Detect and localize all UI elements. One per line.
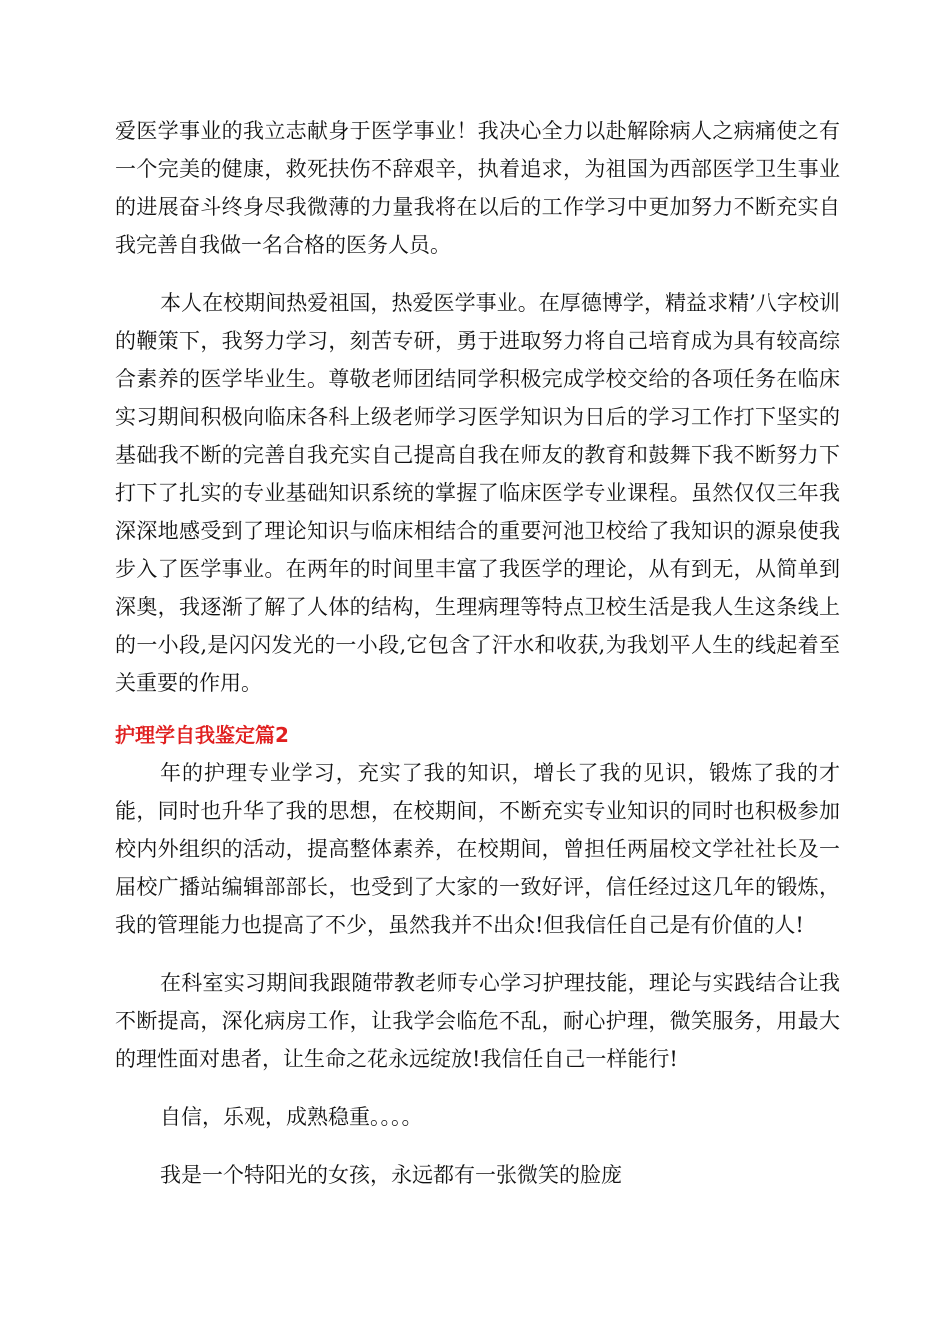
paragraph-5: 自信，乐观，成熟稳重。。。。 xyxy=(160,1105,423,1129)
paragraph-2: 本人在校期间热爱祖国，热爱医学事业。在厚德博学，精益求精’八字校训的鞭策下，我努力学习，刻苦专研，勇于进取努力将自己培育成为具有较高综合素养的医学毕业生。尊敬老师团结同学积极完成学校交给的各项任务在临床实习期间积极向临床各科上级老师学习医学知识为日后的学习工作打下坚实的基础我不断的完善自我充实自己提高自我在师友的教育和鼓舞下我不断努力下打下了扎实的专业基础知识系统的掌握了临床医学专业课程。虽然仅仅三年我深深地感受到了理论知识与临床相结合的重要河池卫校给了我知识的源泉使我步入了医学事业。在两年的时间里丰富了我医学的理论，从有到无，从简单到深奥，我逐渐了解了人体的结构，生理病理等特点卫校生活是我人生这条线上的一小段,是闪闪发光的一小段,它包含了汗水和收获,为我划平人生的线起着至关重要的作用。 xyxy=(115,291,840,695)
section-heading: 护理学自我鉴定篇2 xyxy=(115,723,289,747)
paragraph-6: 我是一个特阳光的女孩，永远都有一张微笑的脸庞 xyxy=(160,1163,622,1187)
paragraph-3: 年的护理专业学习，充实了我的知识，增长了我的见识，锻炼了我的才能，同时也升华了我的思想，在校期间，不断充实专业知识的同时也积极参加校内外组织的活动，提高整体素养，在校期间，曾担任两届校文学社社长及一届校广播站编辑部部长，也受到了大家的一致好评，信任经过这几年的锻炼，我的管理能力也提高了不少，虽然我并不出众!但我信任自己是有价值的人! xyxy=(115,761,840,937)
paragraph-4: 在科室实习期间我跟随带教老师专心学习护理技能，理论与实践结合让我不断提高，深化病房工作，让我学会临危不乱，耐心护理，微笑服务，用最大的理性面对患者，让生命之花永远绽放!我信任自己一样能行! xyxy=(115,971,840,1071)
paragraph-1: 爱医学事业的我立志献身于医学事业！我决心全力以赴解除病人之病痛使之有一个完美的健康，救死扶伤不辞艰辛，执着追求，为祖国为西部医学卫生事业的进展奋斗终身尽我微薄的力量我将在以后的工作学习中更加努力不断充实自我完善自我做一名合格的医务人员。 xyxy=(115,119,840,257)
